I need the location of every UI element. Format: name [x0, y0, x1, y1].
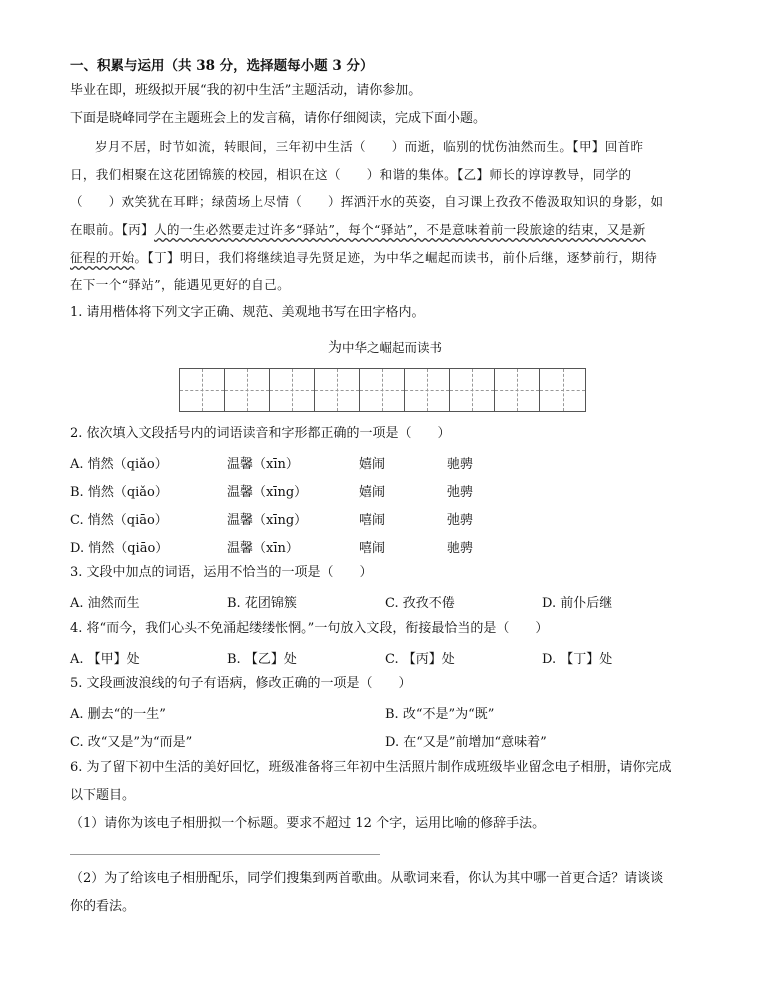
q3-option[interactable]: B. 花团锦簇 [227, 596, 297, 611]
wavy-underlined-sentence: 人的一生必然要走过许多“驿站”，每个“驿站”，不是意味着前一段旅途的结束，又是新 [154, 222, 646, 237]
intro-text-2: 下面是晓峰同学在主题班会上的发言稿，请你仔细阅读，完成下面小题。 [70, 111, 487, 126]
q2-option[interactable]: B. 悄然（qiǎo） [70, 485, 168, 500]
passage-text: 在眼前。【丙】 [70, 222, 155, 237]
tianzige-cell[interactable] [225, 369, 270, 411]
tianzige-cell[interactable] [360, 369, 405, 411]
answer-line[interactable] [70, 854, 380, 855]
question-6-sub1: （1）请你为该电子相册拟一个标题。要求不超过 12 个字，运用比喻的修辞手法。 [70, 816, 546, 831]
q2-option-word: 弛骋 [447, 513, 474, 528]
q4-option[interactable]: D. 【丁】处 [542, 652, 613, 667]
copy-phrase [0, 337, 770, 357]
question-5: 5. 文段画波浪线的句子有语病，修改正确的一项是（ ） [70, 676, 412, 691]
q3-option[interactable]: A. 油然而生 [70, 596, 140, 611]
question-6: 6. 为了留下初中生活的美好回忆，班级准备将三年初中生活照片制作成班级毕业留念电子相册，请你完成 [70, 760, 672, 775]
passage-line [70, 249, 657, 267]
question-4: 4. 将“而今，我们心头不免涌起缕缕怅惘。”一句放入文段，衔接最恰当的是（ ） [70, 621, 549, 636]
tianzige-cell[interactable] [540, 369, 585, 411]
question-6-cont: 以下题目。 [70, 788, 136, 803]
question-6-sub2-cont: 你的看法。 [70, 899, 136, 914]
passage-line: 日，我们相聚在这花团锦簇的校园，相识在这（ ）和谐的集体。【乙】师长的谆谆教导，同学的 [70, 167, 632, 182]
q2-option-word: 驰骋 [447, 457, 474, 472]
question-3: 3. 文段中加点的词语，运用不恰当的一项是（ ） [70, 565, 373, 580]
q5-option-b[interactable]: B. 改“不是”为“既” [385, 707, 495, 722]
q5-option-d[interactable]: D. 在“又是”前增加“意味着” [385, 735, 547, 750]
tianzige-cell[interactable] [180, 369, 225, 411]
q2-option[interactable]: D. 悄然（qiāo） [70, 541, 169, 556]
question-1: 1. 请用楷体将下列文字正确、规范、美观地书写在田字格内。 [70, 305, 425, 320]
q2-option-word: 嬉闹 [359, 457, 386, 472]
q2-option-word: 嬉闹 [359, 485, 386, 500]
q3-option[interactable]: C. 孜孜不倦 [385, 596, 455, 611]
wavy-underlined-sentence-end: 征程的开始 [70, 250, 135, 265]
q2-option-word: 温馨（xīn） [227, 457, 299, 472]
q4-option[interactable]: B. 【乙】处 [227, 652, 297, 667]
question-6-sub2: （2）为了给该电子相册配乐，同学们搜集到两首歌曲。从歌词来看，你认为其中哪一首更合适？请谈谈 [70, 871, 664, 886]
q2-option-word: 嘻闹 [359, 513, 386, 528]
tianzige-cell[interactable] [270, 369, 315, 411]
q5-option-c[interactable]: C. 改“又是”为“而是” [70, 735, 193, 750]
q2-option-word: 温馨（xīng） [227, 513, 308, 528]
tianzige-cell[interactable] [495, 369, 540, 411]
passage-text: 。【丁】明日，我们将继续追寻先贤足迹，为中华之崛起而读书，前仆后继，逐梦前行，期待 [134, 250, 658, 265]
tianzige-cell[interactable] [450, 369, 495, 411]
q2-option-word: 嘻闹 [359, 541, 386, 556]
section-heading: 一、积累与运用（共 38 分，选择题每小题 3 分） [70, 58, 374, 74]
question-2: 2. 依次填入文段括号内的词语读音和字形都正确的一项是（ ） [70, 426, 451, 441]
passage-line: （ ）欢笑犹在耳畔；绿茵场上尽情（ ）挥洒汗水的英姿，自习课上孜孜不倦汲取知识的身影，如 [70, 194, 664, 209]
q2-option[interactable]: C. 悄然（qiāo） [70, 513, 168, 528]
q2-option-word: 温馨（xīn） [227, 541, 299, 556]
tianzige-cell[interactable] [315, 369, 360, 411]
q2-option-word: 驰骋 [447, 541, 474, 556]
q3-option[interactable]: D. 前仆后继 [542, 596, 613, 611]
q4-option[interactable]: A. 【甲】处 [70, 652, 140, 667]
q2-option-word: 温馨（xīng） [227, 485, 308, 500]
q5-option-a[interactable]: A. 删去“的一生” [70, 707, 166, 722]
tianzige-cell[interactable] [405, 369, 450, 411]
passage-line: 在下一个“驿站”，能遇见更好的自己。 [70, 277, 290, 292]
passage-line: 岁月不居，时节如流，转眼间，三年初中生活（ ）而逝，临别的忧伤油然而生。【甲】回首昨 [95, 139, 644, 154]
q2-option[interactable]: A. 悄然（qiǎo） [70, 457, 168, 472]
passage-line [70, 221, 646, 239]
intro-text: 毕业在即，班级拟开展“我的初中生活”主题活动，请你参加。 [70, 83, 422, 98]
q4-option[interactable]: C. 【丙】处 [385, 652, 455, 667]
copy-phrase-first-char: 为 [327, 340, 342, 356]
q2-option-word: 弛骋 [447, 485, 474, 500]
tianzige-grid[interactable] [179, 368, 586, 412]
copy-phrase-rest: 中华之崛起而读书 [341, 340, 442, 355]
